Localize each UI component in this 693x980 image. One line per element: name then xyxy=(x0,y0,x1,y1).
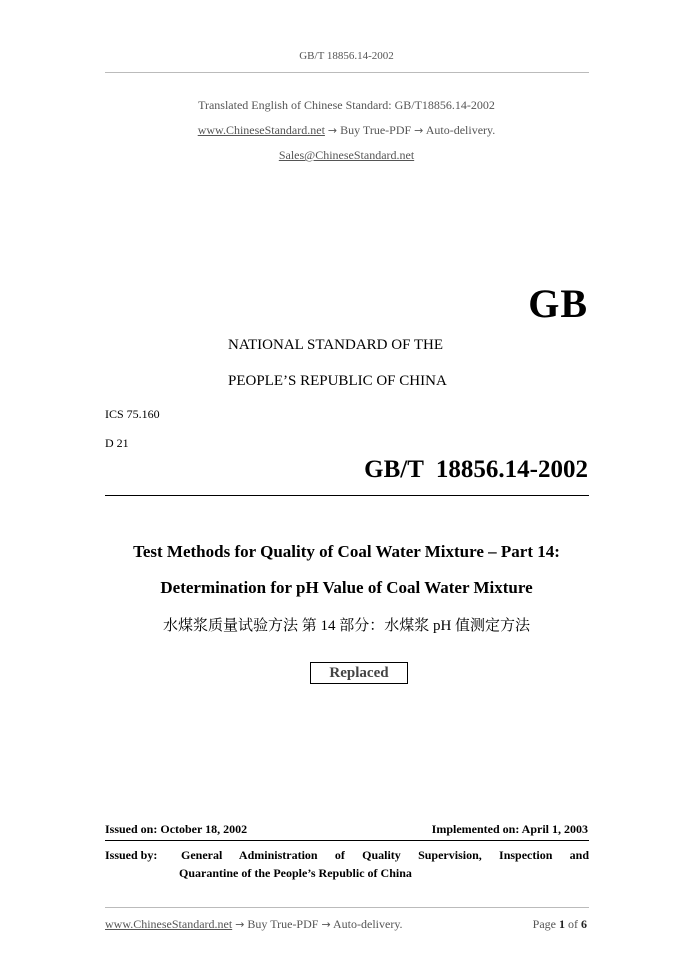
of-label: of xyxy=(568,917,578,931)
footer-buy-text: Buy True-PDF xyxy=(247,917,319,931)
title-chinese: 水煤浆质量试验方法 第 14 部分：水煤浆 pH 值测定方法 xyxy=(162,618,531,634)
republic-line: PEOPLE’S REPUBLIC OF CHINA xyxy=(228,373,447,389)
implemented-on-date: Implemented on: April 1, 2003 xyxy=(431,822,588,836)
arrow-right-icon: → xyxy=(327,124,338,137)
page-total: 6 xyxy=(581,917,587,931)
page-number: 1 xyxy=(559,917,565,931)
header-divider xyxy=(105,72,589,73)
status-badge: Replaced xyxy=(310,662,408,684)
site-link[interactable]: www.ChineseStandard.net xyxy=(197,123,325,137)
running-header: GB/T 18856.14-2002 xyxy=(299,50,394,62)
arrow-right-icon: → xyxy=(414,124,424,137)
purchase-notice xyxy=(0,123,693,138)
footer-divider xyxy=(105,907,589,908)
email-row xyxy=(0,148,693,163)
ccs-code: D 21 xyxy=(105,436,129,450)
issued-on-date: Issued on: October 18, 2002 xyxy=(105,822,248,836)
ics-code: ICS 75.160 xyxy=(105,407,160,421)
gb-logo: GB xyxy=(528,281,588,326)
standard-number: GB/T 18856.14-2002 xyxy=(364,456,588,483)
standard-divider xyxy=(105,495,589,496)
arrow-right-icon: → xyxy=(235,918,245,931)
email-link[interactable]: Sales@ChineseStandard.net xyxy=(278,148,415,162)
footer-site-link[interactable]: www.ChineseStandard.net xyxy=(105,917,233,931)
footer-purchase-notice xyxy=(105,917,403,932)
page-indicator xyxy=(533,917,587,932)
buy-text: Buy True-PDF xyxy=(340,123,412,137)
translation-notice: Translated English of Chinese Standard: GB/T18856.14-2002 xyxy=(198,98,495,112)
issued-by-label: Issued by: xyxy=(105,848,158,862)
title-line-1: Test Methods for Quality of Coal Water Mixture – Part 14: xyxy=(133,542,560,561)
arrow-right-icon: → xyxy=(321,918,331,931)
issued-by-line-1: General Administration of Quality Supervision, Inspection and xyxy=(181,848,589,862)
footer-delivery-text: Auto-delivery. xyxy=(333,917,403,931)
delivery-text: Auto-delivery. xyxy=(425,123,496,137)
title-line-2: Determination for pH Value of Coal Water Mixture xyxy=(160,578,533,597)
page-label: Page xyxy=(532,917,556,931)
national-standard-line: NATIONAL STANDARD OF THE xyxy=(228,337,444,353)
issued-by-line-2: Quarantine of the People’s Republic of China xyxy=(179,866,412,880)
dates-divider xyxy=(105,840,589,841)
